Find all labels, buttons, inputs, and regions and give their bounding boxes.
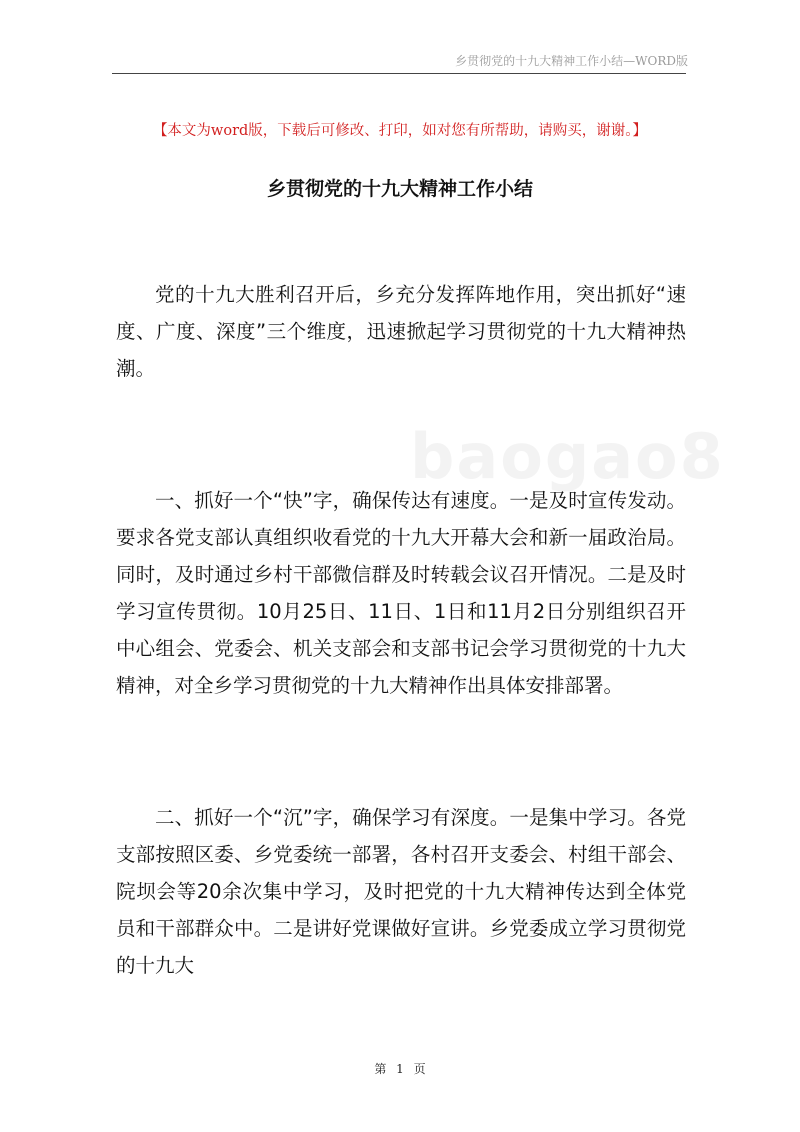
watermark: baogao8 [410,420,725,493]
footer-prefix: 第 [374,1062,387,1076]
page-footer [0,1060,800,1077]
paragraph-text: 一、抓好一个“快”字，确保传达有速度。一是及时宣传发动。要求各党支部认真组织收看党的十九大开幕大会和新一届政治局。同时，及时通过乡村干部微信群及时转载会议召开情况。二是及时学习宣传贯彻。10月25日、11日、1日和11月2日分别组织召开中心组会、党委会、机关支部会和支部书记会学习贯彻党的十九大精神，对全乡学习贯彻党的十九大精神作出具体安排部署。 [116,489,686,697]
document-title: 乡贯彻党的十九大精神工作小结 [266,178,533,200]
purchase-notice: 【本文为word版，下载后可修改、打印，如对您有所帮助，请购买，谢谢。】 [152,123,648,139]
paragraph-section-one [116,482,686,704]
paragraph-text: 党的十九大胜利召开后，乡充分发挥阵地作用，突出抓好“速度、广度、深度”三个维度，迅速掀起学习贯彻党的十九大精神热潮。 [116,283,686,380]
paragraph-section-two [116,799,686,984]
paragraph-intro [116,276,686,387]
footer-suffix: 页 [413,1062,426,1076]
header-divider [112,73,686,74]
page-number: 1 [396,1062,404,1076]
running-header: 乡贯彻党的十九大精神工作小结—WORD版 [455,54,688,68]
paragraph-text: 二、抓好一个“沉”字，确保学习有深度。一是集中学习。各党支部按照区委、乡党委统一部署，各村召开支委会、村组干部会、院坝会等20余次集中学习，及时把党的十九大精神传达到全体党员和干部群众中。二是讲好党课做好宣讲。乡党委成立学习贯彻党的十九大 [116,806,686,977]
